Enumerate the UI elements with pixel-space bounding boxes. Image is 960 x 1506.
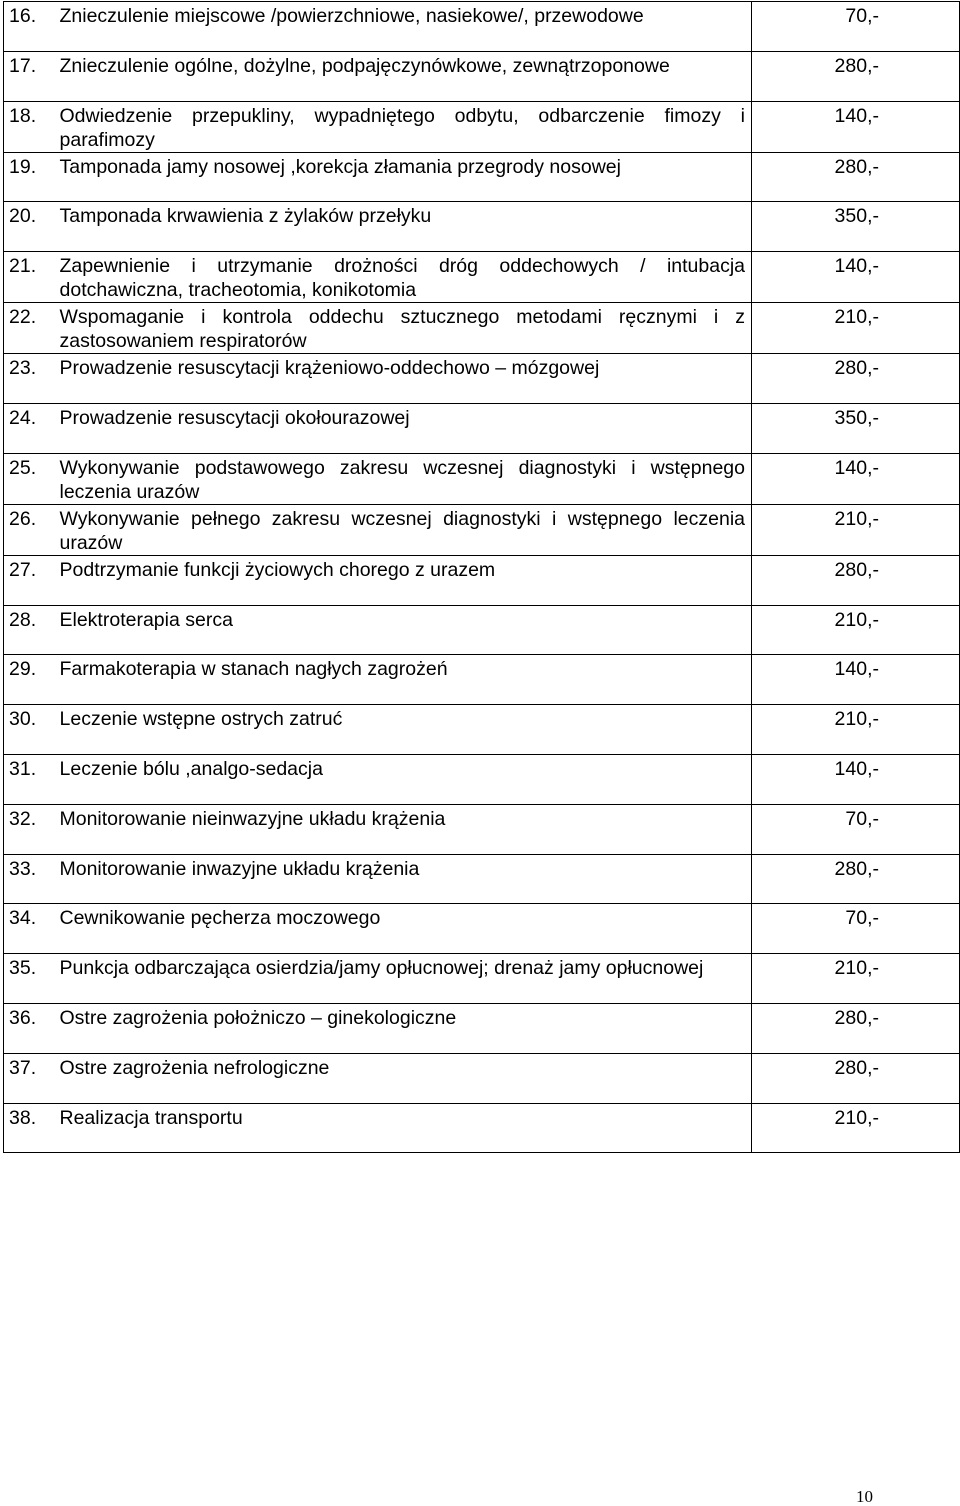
procedure-description: Monitorowanie inwazyjne układu krążenia: [58, 854, 752, 904]
procedure-price: 280,-: [752, 555, 960, 605]
row-number: 38.: [4, 1103, 58, 1153]
table-row: [4, 954, 960, 1004]
row-number: 27.: [4, 555, 58, 605]
procedure-price: 140,-: [752, 101, 960, 152]
table-row: [4, 403, 960, 453]
procedure-price: 70,-: [752, 904, 960, 954]
procedure-description: Znieczulenie miejscowe /powierzchniowe, nasiekowe/, przewodowe: [58, 2, 752, 52]
table-row: [4, 904, 960, 954]
procedure-description: Farmakoterapia w stanach nagłych zagrożeń: [58, 655, 752, 705]
procedure-price-table: [3, 1, 960, 1153]
table-row: [4, 101, 960, 152]
row-number: 20.: [4, 202, 58, 252]
table-row: [4, 303, 960, 354]
procedure-price: 350,-: [752, 403, 960, 453]
procedure-description: Ostre zagrożenia nefrologiczne: [58, 1053, 752, 1103]
procedure-description: Ostre zagrożenia położniczo – ginekologiczne: [58, 1003, 752, 1053]
table-row: [4, 202, 960, 252]
table-row: [4, 1053, 960, 1103]
row-number: 19.: [4, 152, 58, 202]
row-number: 32.: [4, 804, 58, 854]
table-row: [4, 655, 960, 705]
table-row: [4, 754, 960, 804]
procedure-description: Elektroterapia serca: [58, 605, 752, 655]
procedure-description: Cewnikowanie pęcherza moczowego: [58, 904, 752, 954]
procedure-description: Wykonywanie podstawowego zakresu wczesnej diagnostyki i wstępnego leczenia urazów: [58, 453, 752, 504]
procedure-price: 280,-: [752, 51, 960, 101]
row-number: 31.: [4, 754, 58, 804]
row-number: 36.: [4, 1003, 58, 1053]
table-row: [4, 1103, 960, 1153]
row-number: 37.: [4, 1053, 58, 1103]
row-number: 28.: [4, 605, 58, 655]
procedure-description: Podtrzymanie funkcji życiowych chorego z urazem: [58, 555, 752, 605]
procedure-price: 210,-: [752, 303, 960, 354]
procedure-price: 210,-: [752, 1103, 960, 1153]
procedure-description: Prowadzenie resuscytacji krążeniowo-oddechowo – mózgowej: [58, 354, 752, 404]
table-row: [4, 555, 960, 605]
procedure-description: Monitorowanie nieinwazyjne układu krążenia: [58, 804, 752, 854]
procedure-description: Punkcja odbarczająca osierdzia/jamy opłucnowej; drenaż jamy opłucnowej: [58, 954, 752, 1004]
row-number: 25.: [4, 453, 58, 504]
procedure-price: 210,-: [752, 954, 960, 1004]
procedure-description: Zapewnienie i utrzymanie drożności dróg oddechowych / intubacja dotchawiczna, tracheotomia, konikotomia: [58, 252, 752, 303]
procedure-description: Prowadzenie resuscytacji okołourazowej: [58, 403, 752, 453]
procedure-price: 280,-: [752, 854, 960, 904]
procedure-price: 70,-: [752, 2, 960, 52]
procedure-description: Znieczulenie ogólne, dożylne, podpajęczynówkowe, zewnątrzoponowe: [58, 51, 752, 101]
procedure-price: 280,-: [752, 1053, 960, 1103]
table-row: [4, 453, 960, 504]
table-row: [4, 504, 960, 555]
procedure-price: 350,-: [752, 202, 960, 252]
procedure-description: Odwiedzenie przepukliny, wypadniętego odbytu, odbarczenie fimozy i parafimozy: [58, 101, 752, 152]
table-row: [4, 605, 960, 655]
procedure-price: 210,-: [752, 504, 960, 555]
procedure-price: 140,-: [752, 754, 960, 804]
procedure-description: Tamponada krwawienia z żylaków przełyku: [58, 202, 752, 252]
procedure-description: Wykonywanie pełnego zakresu wczesnej diagnostyki i wstępnego leczenia urazów: [58, 504, 752, 555]
row-number: 18.: [4, 101, 58, 152]
row-number: 17.: [4, 51, 58, 101]
procedure-description: Tamponada jamy nosowej ,korekcja złamania przegrody nosowej: [58, 152, 752, 202]
procedure-price: 210,-: [752, 705, 960, 755]
row-number: 24.: [4, 403, 58, 453]
procedure-description: Realizacja transportu: [58, 1103, 752, 1153]
table-row: [4, 854, 960, 904]
row-number: 23.: [4, 354, 58, 404]
table-row: [4, 705, 960, 755]
table-row: [4, 51, 960, 101]
row-number: 26.: [4, 504, 58, 555]
procedure-price: 280,-: [752, 152, 960, 202]
table-row: [4, 2, 960, 52]
procedure-description: Leczenie bólu ,analgo-sedacja: [58, 754, 752, 804]
row-number: 33.: [4, 854, 58, 904]
table-body: [4, 2, 960, 1153]
table-row: [4, 354, 960, 404]
table-row: [4, 152, 960, 202]
table-row: [4, 1003, 960, 1053]
procedure-price: 210,-: [752, 605, 960, 655]
procedure-price: 140,-: [752, 453, 960, 504]
page-number: 10: [856, 1487, 873, 1506]
row-number: 35.: [4, 954, 58, 1004]
procedure-price: 70,-: [752, 804, 960, 854]
procedure-description: Leczenie wstępne ostrych zatruć: [58, 705, 752, 755]
row-number: 30.: [4, 705, 58, 755]
row-number: 34.: [4, 904, 58, 954]
row-number: 29.: [4, 655, 58, 705]
row-number: 16.: [4, 2, 58, 52]
procedure-description: Wspomaganie i kontrola oddechu sztucznego metodami ręcznymi i z zastosowaniem respiratorów: [58, 303, 752, 354]
procedure-price: 140,-: [752, 252, 960, 303]
procedure-price: 280,-: [752, 1003, 960, 1053]
table-row: [4, 252, 960, 303]
procedure-price: 280,-: [752, 354, 960, 404]
row-number: 22.: [4, 303, 58, 354]
row-number: 21.: [4, 252, 58, 303]
procedure-price: 140,-: [752, 655, 960, 705]
table-row: [4, 804, 960, 854]
